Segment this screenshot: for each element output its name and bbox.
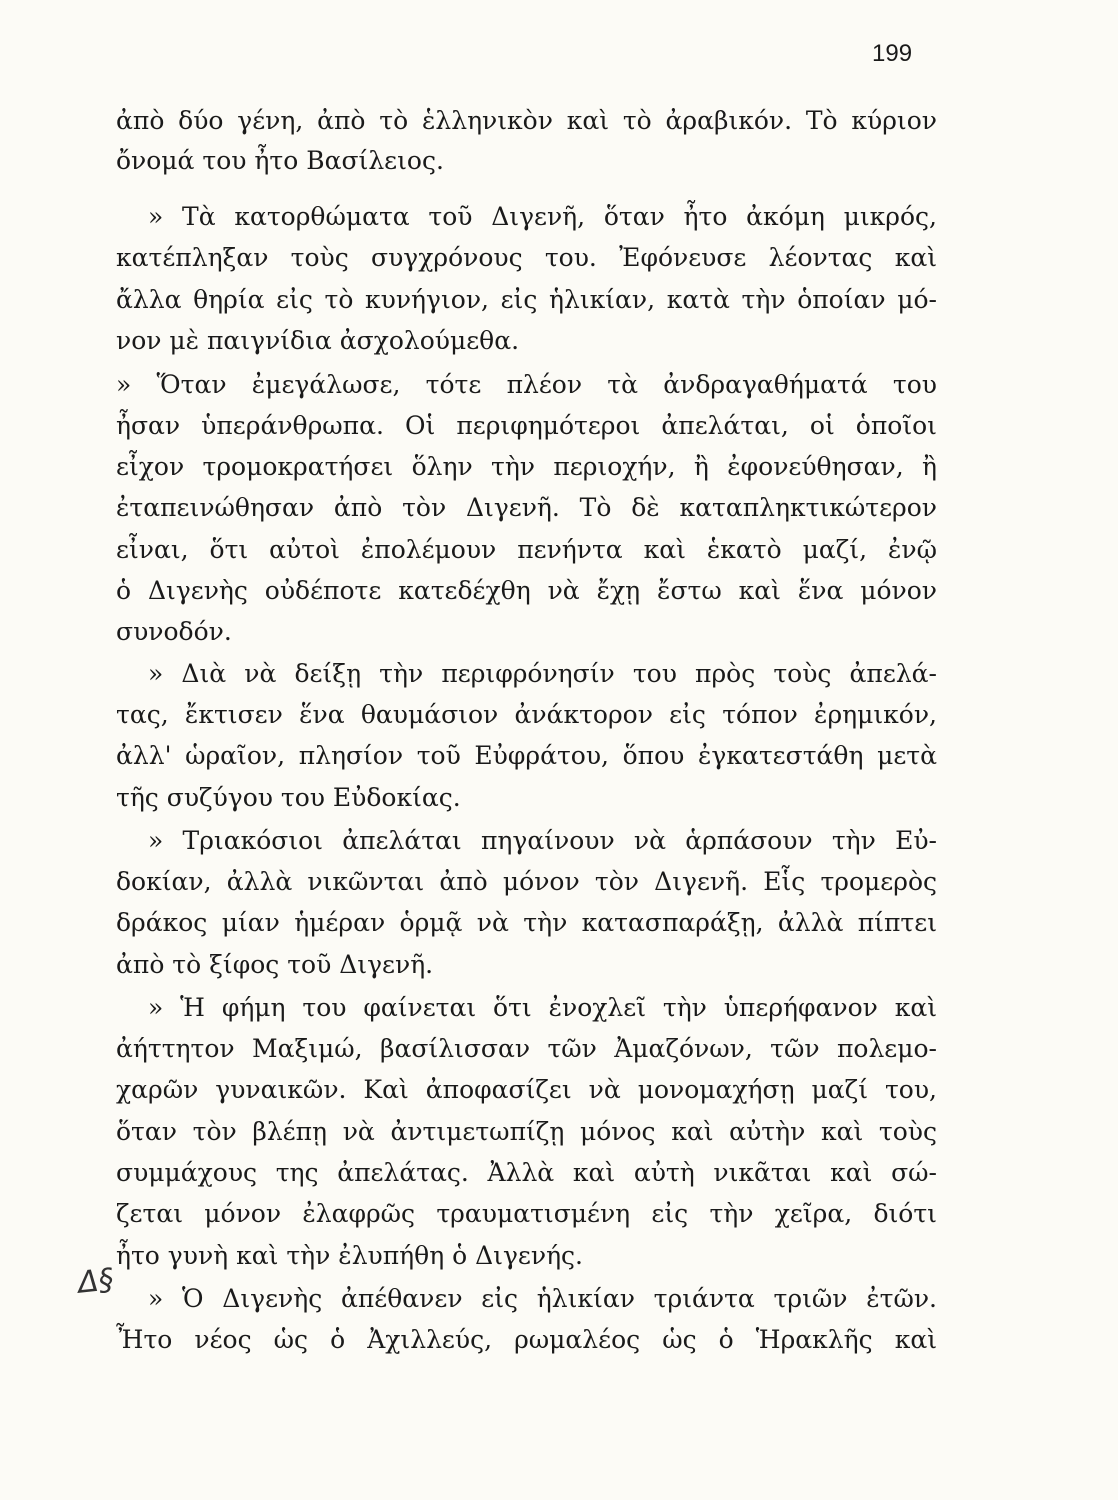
text-line: » Τὰ κατορθώματα τοῦ Διγενῆ, ὅταν ἦτο ἀκόμη μικρός,	[148, 202, 937, 231]
page-number: 199	[872, 40, 913, 67]
text-line: ἀήττητον Μαξιμώ, βασίλισσαν τῶν Ἀμαζόνων, τῶν πολεμο-	[116, 1034, 937, 1063]
text-line: » Ἡ φήμη του φαίνεται ὅτι ἐνοχλεῖ τὴν ὑπερήφανον καὶ	[148, 993, 937, 1022]
text-line: συμμάχους της ἀπελάτας. Ἀλλὰ καὶ αὐτὴ νικᾶται καὶ σώ-	[116, 1158, 937, 1187]
text-line: ἄλλα θηρία εἰς τὸ κυνήγιον, εἰς ἡλικίαν, κατὰ τὴν ὁποίαν μό-	[116, 285, 937, 314]
text-line: Ἦτο νέος ὡς ὁ Ἀχιλλεύς, ρωμαλέος ὡς ὁ Ἡρακλῆς καὶ	[116, 1325, 937, 1354]
text-line: ὄνομά του ἦτο Βασίλειος.	[116, 146, 444, 175]
text-line: ἀπὸ τὸ ξίφος τοῦ Διγενῆ.	[116, 950, 434, 979]
text-line: ἦσαν ὑπεράνθρωπα. Οἱ περιφημότεροι ἀπελάται, οἱ ὁποῖοι	[116, 411, 937, 440]
text-line: δοκίαν, ἀλλὰ νικῶνται ἀπὸ μόνον τὸν Διγενῆ. Εἷς τρομερὸς	[116, 867, 937, 896]
text-line: εἶχον τρομοκρατήσει ὅλην τὴν περιοχήν, ἢ ἐφονεύθησαν, ἢ	[116, 452, 937, 481]
text-line: κατέπληξαν τοὺς συγχρόνους του. Ἐφόνευσε λέοντας καὶ	[116, 243, 937, 272]
text-line: συνοδόν.	[116, 617, 232, 646]
text-line: ὅταν τὸν βλέπῃ νὰ ἀντιμετωπίζῃ μόνος καὶ αὐτὴν καὶ τοὺς	[116, 1117, 937, 1146]
text-line: ζεται μόνον ἐλαφρῶς τραυματισμένη εἰς τὴν χεῖρα, διότι	[116, 1199, 937, 1228]
text-line: » Ὁ Διγενὴς ἀπέθανεν εἰς ἡλικίαν τριάντα τριῶν ἐτῶν.	[148, 1284, 937, 1313]
text-line: εἶναι, ὅτι αὐτοὶ ἐπολέμουν πενήντα καὶ ἑκατὸ μαζί, ἐνῷ	[116, 535, 937, 564]
text-line: τῆς συζύγου του Εὐδοκίας.	[116, 783, 461, 812]
text-line: » Ὅταν ἐμεγάλωσε, τότε πλέον τὰ ἀνδραγαθήματά του	[116, 370, 937, 399]
text-line: ἀπὸ δύο γένη, ἀπὸ τὸ ἑλληνικὸν καὶ τὸ ἀραβικόν. Τὸ κύριον	[116, 106, 937, 135]
text-line: ὁ Διγενὴς οὐδέποτε κατεδέχθη νὰ ἔχῃ ἔστω καὶ ἕνα μόνον	[116, 576, 937, 605]
text-line: νον μὲ παιγνίδια ἀσχολούμεθα.	[116, 326, 520, 355]
text-line: χαρῶν γυναικῶν. Καὶ ἀποφασίζει νὰ μονομαχήσῃ μαζί του,	[116, 1075, 937, 1104]
text-line: » Τριακόσιοι ἀπελάται πηγαίνουν νὰ ἁρπάσουν τὴν Εὐ-	[148, 826, 937, 855]
text-line: ἀλλ' ὡραῖον, πλησίον τοῦ Εὐφράτου, ὅπου ἐγκατεστάθη μετὰ	[116, 741, 937, 770]
text-line: ἦτο γυνὴ καὶ τὴν ἐλυπήθη ὁ Διγενής.	[116, 1241, 583, 1270]
text-line: ἐταπεινώθησαν ἀπὸ τὸν Διγενῆ. Τὸ δὲ καταπληκτικώτερον	[116, 493, 937, 522]
text-line: τας, ἔκτισεν ἕνα θαυμάσιον ἀνάκτορον εἰς τόπον ἐρημικόν,	[116, 700, 937, 729]
text-line: » Διὰ νὰ δείξῃ τὴν περιφρόνησίν του πρὸς τοὺς ἀπελά-	[148, 659, 937, 688]
handwritten-margin-note: Δ§	[76, 1262, 116, 1301]
text-line: δράκος μίαν ἡμέραν ὁρμᾷ νὰ τὴν κατασπαράξῃ, ἀλλὰ πίπτει	[116, 908, 937, 937]
